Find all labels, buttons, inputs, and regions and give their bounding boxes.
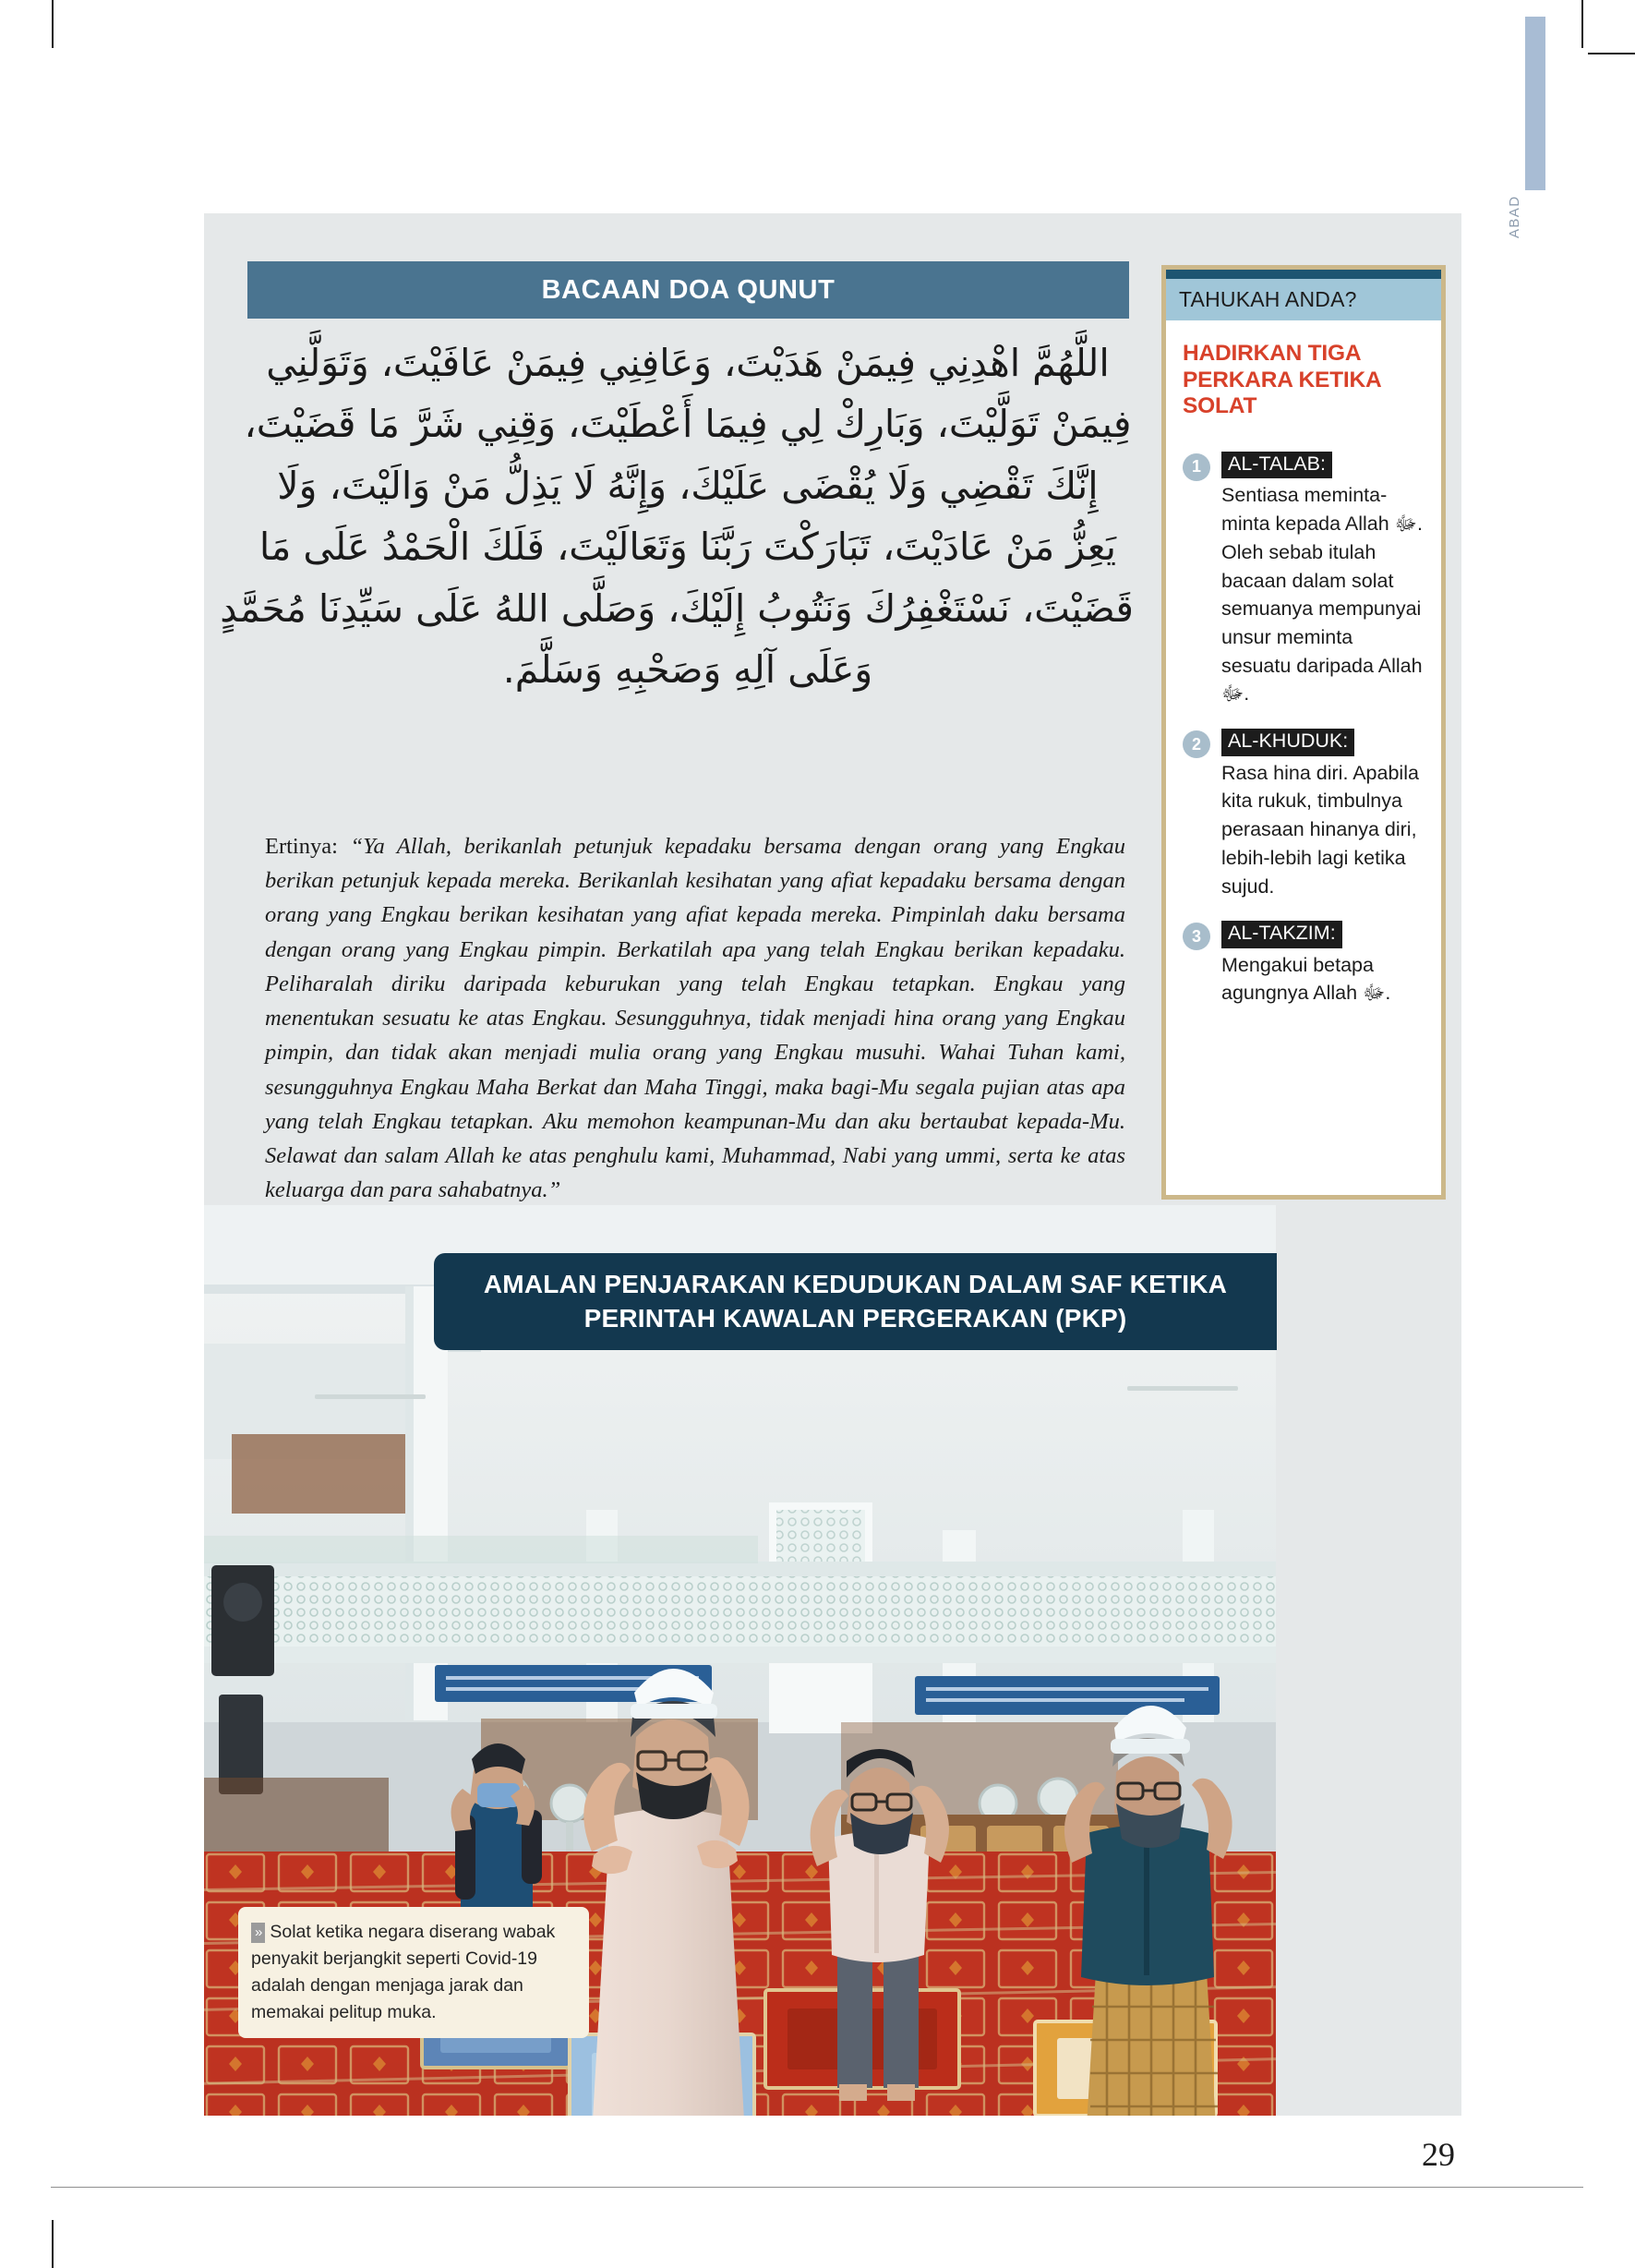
fact-label: AL-TAKZIM: xyxy=(1221,921,1342,947)
sidebar-heading: HADIRKAN TIGA PERKARA KETIKA SOLAT xyxy=(1183,341,1381,419)
footer-rule xyxy=(51,2187,1583,2188)
sidebar-header xyxy=(1166,279,1441,320)
sidebar-body xyxy=(1166,320,1441,1037)
arabic-line: يَعِزُّ مَنْ عَادَيْتَ، تَبَارَكْتَ رَبَّنَا وَتَعَالَيْتَ، فَلَكَ الْحَمْدُ عَلَى مَا xyxy=(258,525,1117,570)
fact-description: Rasa hina diri. Apabila kita rukuk, timbulnya perasaan hinanya diri, lebih-lebih lagi ketika sujud. xyxy=(1221,761,1419,898)
section-header-bar xyxy=(247,261,1129,319)
fact-text xyxy=(1221,452,1425,708)
crop-mark-bottom-left xyxy=(52,2220,54,2268)
list-item xyxy=(1183,452,1425,708)
chapter-tab-label: ABAD xyxy=(1507,195,1522,239)
fact-description: Sentiasa meminta-minta kepada Allah ﷻ. Oleh sebab itulah bacaan dalam solat semuanya mempunyai unsur meminta sesuatu daripada Allah ﷻ. xyxy=(1221,484,1423,706)
chapter-edge-tab xyxy=(1525,17,1545,190)
photo-caption-box xyxy=(238,1907,589,2038)
arabic-line: قَضَيْتَ، نَسْتَغْفِرُكَ وَنَتُوبُ إِلَيْكَ، وَصَلَّى اللهُ عَلَى سَيِّدِنَا مُحَمَّدٍ xyxy=(220,585,1134,631)
fact-description: Mengakui betapa agungnya Allah ﷻ. xyxy=(1221,953,1391,1005)
list-item xyxy=(1183,921,1425,1007)
photo-banner xyxy=(434,1253,1277,1350)
fact-label: AL-TALAB: xyxy=(1221,452,1332,478)
sidebar-top-strip xyxy=(1166,270,1441,279)
photo-banner-line-1: AMALAN PENJARAKAN KEDUDUKAN DALAM SAF KETIKA xyxy=(483,1269,1228,1298)
doa-arabic-text xyxy=(220,332,1134,700)
caption-body: Solat ketika negara diserang wabak penyakit berjangkit seperti Covid-19 adalah dengan menjaga jarak dan memakai pelitup muka. xyxy=(251,1922,556,2022)
arabic-line: وَعَلَى آلِهِ وَصَحْبِهِ وَسَلَّمَ. xyxy=(502,647,873,693)
arabic-line: اللَّهُمَّ اهْدِنِي فِيمَنْ هَدَيْتَ، وَعَافِنِي فِيمَنْ عَافَيْتَ، وَتَوَلَّنِي xyxy=(266,341,1110,385)
double-chevron-icon: » xyxy=(251,1923,265,1943)
translation-lead: Ertinya: xyxy=(265,834,338,859)
arabic-line: إِنَّكَ تَقْضِي وَلَا يُقْضَى عَلَيْكَ، وَإِنَّهُ لَا يَذِلُّ مَنْ وَالَيْتَ، وَلَا xyxy=(277,463,1099,508)
translation-quote: “Ya Allah, berikanlah petunjuk kepadaku bersama dengan orang yang Engkau berikan petunjuk kepada mereka. Berikanlah kesihatan yang afiat kepadaku bersama dengan orang yang Engkau berikan kesihatan yang afiat kepada mereka. Pimpinlah daku bersama dengan orang yang Engkau pimpin. Berkatilah apa yang telah Engkau berikan kepadaku. Peliharalah diriku daripada keburukan yang telah Engkau tetapkan. Engkau yang menentukan sesuatu ke atas Engkau. Sesungguhnya, tidak menjadi hina orang yang Engkau pimpin, dan tidak akan menjadi mulia orang yang Engkau musuhi. Wahai Tuhan kami, sesungguhnya Engkau Maha Berkat dan Maha Tinggi, maka bagi-Mu segala pujian atas apa yang telah Engkau tetapkan. Aku memohon keampunan-Mu dan aku bertaubat kepada-Mu. Selawat dan salam Allah ke atas penghulu kami, Muhammad, Nabi yang ummi, serta ke atas keluarga dan para sahabatnya.” xyxy=(265,834,1126,1203)
photo-banner-line-2: PERINTAH KAWALAN PERGERAKAN (PKP) xyxy=(583,1303,1127,1333)
crop-mark-top-left xyxy=(52,0,54,48)
did-you-know-sidebar xyxy=(1161,265,1446,1200)
crop-mark-right-upper xyxy=(1588,53,1635,54)
photo-caption-text xyxy=(251,1919,574,2025)
page-number: 29 xyxy=(1422,2136,1455,2173)
sidebar-header-title: TAHUKAH ANDA? xyxy=(1179,287,1357,311)
fact-number-badge: 1 xyxy=(1183,453,1210,481)
fact-number-badge: 3 xyxy=(1183,923,1210,950)
list-item xyxy=(1183,729,1425,900)
crop-mark-top-right xyxy=(1581,0,1583,48)
fact-text xyxy=(1221,729,1425,900)
fact-text xyxy=(1221,921,1425,1007)
doa-translation xyxy=(265,829,1125,1208)
section-title: BACAAN DOA QUNUT xyxy=(541,274,836,305)
arabic-line: فِيمَنْ تَوَلَّيْتَ، وَبَارِكْ لِي فِيمَا أَعْطَيْتَ، وَقِنِي شَرَّ مَا قَضَيْتَ، xyxy=(244,402,1132,447)
fact-number-badge: 2 xyxy=(1183,730,1210,758)
fact-label: AL-KHUDUK: xyxy=(1221,729,1354,755)
